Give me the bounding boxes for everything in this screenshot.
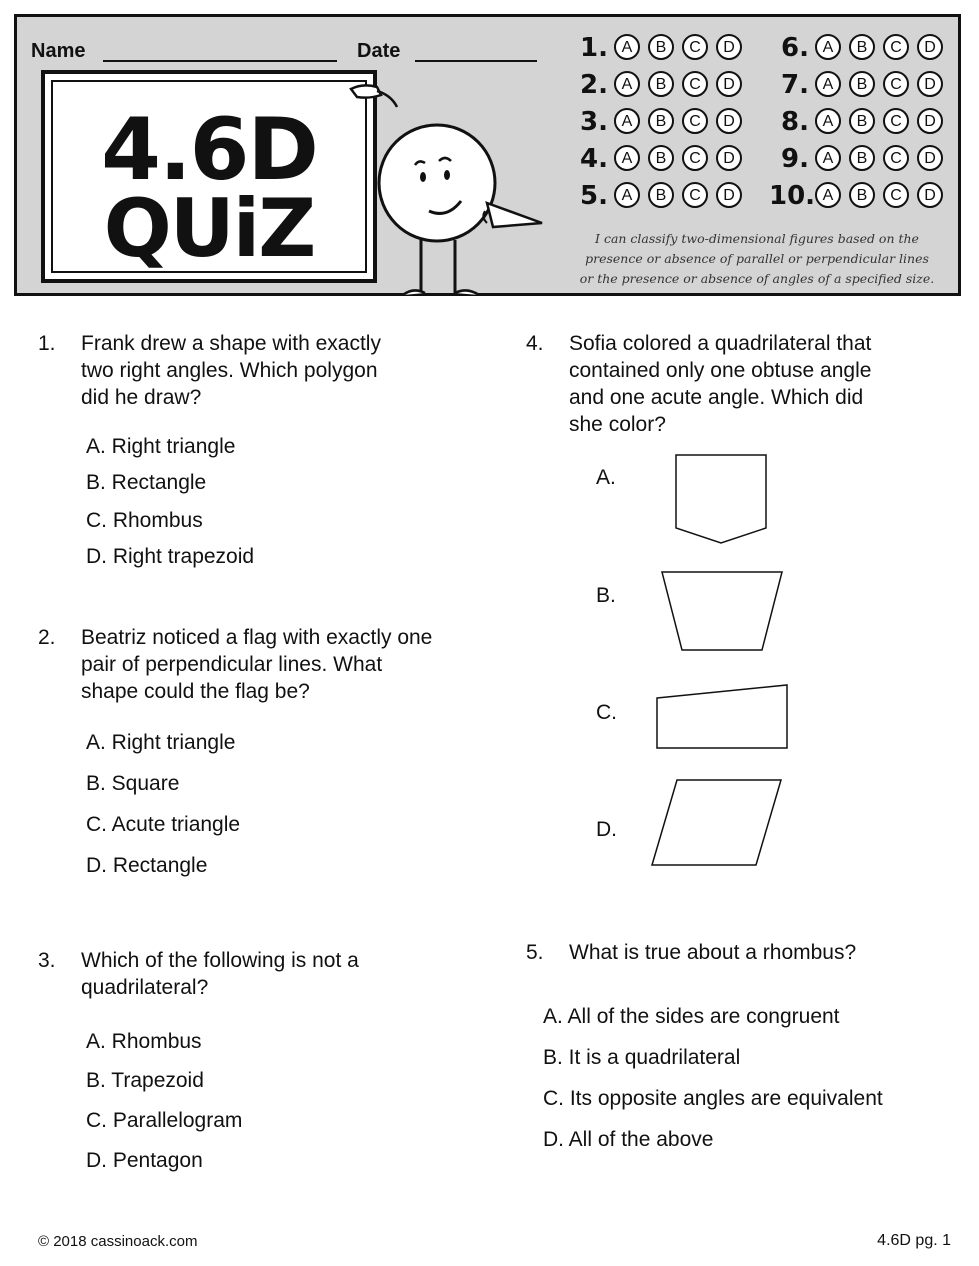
quiz-title-line1: 4.6D <box>101 100 317 200</box>
answer-bubble-b[interactable]: B <box>648 145 674 171</box>
parallelogram-shape[interactable] <box>652 780 781 865</box>
answer-bubble-d[interactable]: D <box>716 145 742 171</box>
answer-bubble-a[interactable]: A <box>815 71 841 97</box>
q4-option-a[interactable]: A. <box>596 466 616 489</box>
answer-bubble-d[interactable]: D <box>917 182 943 208</box>
answer-bubble-c[interactable]: C <box>883 71 909 97</box>
q1-option-a[interactable]: A. Right triangle <box>86 435 236 458</box>
q1-option-c[interactable]: C. Rhombus <box>86 509 203 532</box>
question-number: 5. <box>526 941 544 964</box>
answer-bubble-a[interactable]: A <box>614 34 640 60</box>
answer-bubble-c[interactable]: C <box>682 108 708 134</box>
answer-bubble-b[interactable]: B <box>648 182 674 208</box>
answer-sheet-left <box>572 31 762 216</box>
answer-bubble-a[interactable]: A <box>614 71 640 97</box>
answer-bubble-b[interactable]: B <box>648 108 674 134</box>
q2-option-c[interactable]: C. Acute triangle <box>86 813 241 836</box>
right-trapezoid-shape[interactable] <box>657 685 787 748</box>
answer-row-number: 1. <box>580 33 608 63</box>
answer-bubble-d[interactable]: D <box>917 71 943 97</box>
q1-option-d[interactable]: D. Right trapezoid <box>86 545 255 568</box>
answer-row-number: 6. <box>781 33 809 63</box>
q3-option-b[interactable]: B. Trapezoid <box>86 1069 204 1092</box>
question-text: Sofia colored a quadrilateral that contained only one obtuse angle and one acute angle. Which did she color? <box>569 332 872 436</box>
quiz-header <box>14 14 961 296</box>
answer-bubble-d[interactable]: D <box>716 182 742 208</box>
answer-row-number: 3. <box>580 107 608 137</box>
q5-option-b[interactable]: B. It is a quadrilateral <box>543 1046 741 1069</box>
name-label: Name <box>31 40 86 62</box>
answer-bubble-d[interactable]: D <box>716 108 742 134</box>
question-text: Which of the following is not a quadrilateral? <box>81 949 359 999</box>
answer-bubble-a[interactable]: A <box>815 145 841 171</box>
question-number: 3. <box>38 949 56 972</box>
answer-bubble-b[interactable]: B <box>849 182 875 208</box>
question-text: Frank drew a shape with exactly two right angles. Which polygon did he draw? <box>81 332 381 409</box>
name-field[interactable] <box>103 60 337 62</box>
answer-row-number: 7. <box>781 70 809 100</box>
answer-row-1 <box>572 31 762 68</box>
answer-row-number: 10. <box>769 181 816 211</box>
answer-row-9 <box>773 142 963 179</box>
answer-row-6 <box>773 31 963 68</box>
q3-option-c[interactable]: C. Parallelogram <box>86 1109 243 1132</box>
answer-bubble-b[interactable]: B <box>648 34 674 60</box>
answer-bubble-b[interactable]: B <box>849 71 875 97</box>
answer-bubble-d[interactable]: D <box>917 145 943 171</box>
q2-option-b[interactable]: B. Square <box>86 772 180 795</box>
copyright-notice: © 2018 cassinoack.com <box>38 1233 198 1250</box>
answer-row-3 <box>572 105 762 142</box>
answer-row-10 <box>769 179 963 216</box>
answer-row-number: 8. <box>781 107 809 137</box>
q4-option-c[interactable]: C. <box>596 701 617 724</box>
q5-option-a[interactable]: A. All of the sides are congruent <box>543 1005 840 1028</box>
answer-bubble-b[interactable]: B <box>849 145 875 171</box>
answer-row-4 <box>572 142 762 179</box>
answer-bubble-d[interactable]: D <box>716 71 742 97</box>
answer-bubble-c[interactable]: C <box>682 71 708 97</box>
answer-bubble-a[interactable]: A <box>815 34 841 60</box>
q5-option-d[interactable]: D. All of the above <box>543 1128 714 1151</box>
quiz-title-line2: QUiZ <box>103 182 315 275</box>
answer-bubble-d[interactable]: D <box>917 108 943 134</box>
title-board <box>41 70 377 283</box>
circle-mascot-illustration <box>337 83 557 295</box>
date-field[interactable] <box>415 60 537 62</box>
answer-bubble-d[interactable]: D <box>716 34 742 60</box>
answer-row-5 <box>572 179 762 216</box>
answer-bubble-a[interactable]: A <box>815 182 841 208</box>
q3-option-d[interactable]: D. Pentagon <box>86 1149 203 1172</box>
answer-bubble-c[interactable]: C <box>883 145 909 171</box>
date-label: Date <box>357 40 401 62</box>
answer-bubble-a[interactable]: A <box>614 145 640 171</box>
answer-row-number: 2. <box>580 70 608 100</box>
answer-row-number: 5. <box>580 181 608 211</box>
q4-shapes <box>640 450 800 870</box>
q3-option-a[interactable]: A. Rhombus <box>86 1030 202 1053</box>
question-number: 2. <box>38 626 56 649</box>
page-number: 4.6D pg. 1 <box>877 1232 951 1249</box>
answer-bubble-c[interactable]: C <box>883 34 909 60</box>
answer-bubble-b[interactable]: B <box>849 34 875 60</box>
q2-option-a[interactable]: A. Right triangle <box>86 731 236 754</box>
question-number: 1. <box>38 332 56 355</box>
q1-option-b[interactable]: B. Rectangle <box>86 471 207 494</box>
question-text: What is true about a rhombus? <box>569 941 857 964</box>
question-text: Beatriz noticed a flag with exactly one pair of perpendicular lines. What shape could the flag be? <box>81 626 433 703</box>
q4-option-d[interactable]: D. <box>596 818 617 841</box>
answer-bubble-c[interactable]: C <box>682 145 708 171</box>
answer-bubble-c[interactable]: C <box>682 34 708 60</box>
answer-row-8 <box>773 105 963 142</box>
q4-option-b[interactable]: B. <box>596 584 616 607</box>
answer-bubble-c[interactable]: C <box>883 182 909 208</box>
answer-bubble-d[interactable]: D <box>917 34 943 60</box>
answer-bubble-c[interactable]: C <box>682 182 708 208</box>
question-number: 4. <box>526 332 544 355</box>
answer-bubble-a[interactable]: A <box>815 108 841 134</box>
trapezoid-shape[interactable] <box>662 572 782 650</box>
answer-row-7 <box>773 68 963 105</box>
q5-option-c[interactable]: C. Its opposite angles are equivalent <box>543 1087 883 1110</box>
answer-row-number: 9. <box>781 144 809 174</box>
learning-objective: I can classify two-dimensional figures based on the presence or absence of parallel or perpendicular lines or the presence or absence of angles of a specified size. <box>579 231 935 286</box>
answer-bubble-a[interactable]: A <box>614 182 640 208</box>
answer-bubble-a[interactable]: A <box>614 108 640 134</box>
answer-sheet-right <box>769 31 963 216</box>
pentagon-shape[interactable] <box>676 455 766 543</box>
answer-row-2 <box>572 68 762 105</box>
answer-bubble-b[interactable]: B <box>849 108 875 134</box>
q2-option-d[interactable]: D. Rectangle <box>86 854 208 877</box>
answer-bubble-c[interactable]: C <box>883 108 909 134</box>
answer-row-number: 4. <box>580 144 608 174</box>
answer-bubble-b[interactable]: B <box>648 71 674 97</box>
